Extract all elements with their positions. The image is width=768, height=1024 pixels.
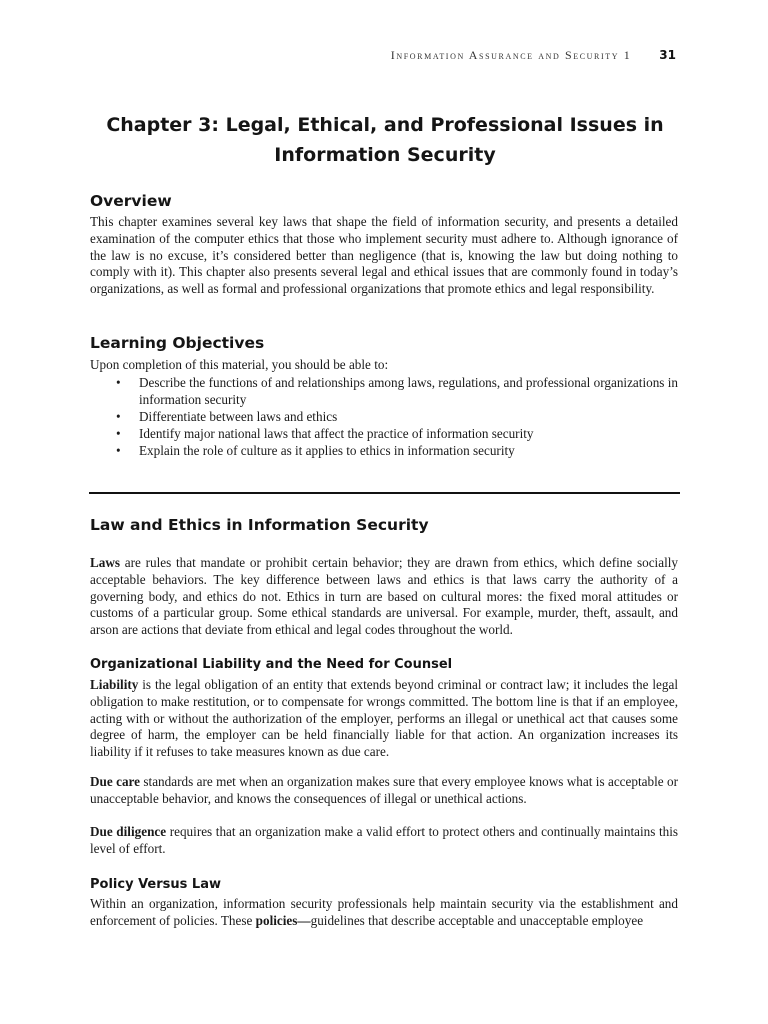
overview-heading: Overview	[90, 192, 172, 210]
objective-text: Explain the role of culture as it applies to ethics in information security	[139, 443, 515, 458]
liability-paragraph	[90, 677, 678, 761]
term-due-care: Due care	[90, 774, 141, 789]
running-title: Information Assurance and Security 1	[390, 48, 632, 62]
section-divider	[89, 492, 680, 494]
policy-law-heading: Policy Versus Law	[90, 877, 221, 892]
law-ethics-paragraph	[90, 555, 678, 639]
bullet-icon: •	[116, 409, 121, 424]
objective-item	[90, 425, 678, 442]
liability-heading: Organizational Liability and the Need for Counsel	[90, 657, 453, 672]
liability-text: is the legal obligation of an entity that extends beyond criminal or contract law; it includes the legal obligation to make restitution, or to compensate for wrongs committed. The bottom line is that if an employee, acting with or without the authorization of the employer, performs an illegal or unethical act that causes some degree of harm, the employer can be held financially liable for that action. An organization increases its liability if it refuses to take measures known as due care.	[90, 677, 678, 760]
policy-law-paragraph	[90, 896, 678, 930]
due-diligence-paragraph	[90, 824, 678, 858]
term-laws: Laws	[90, 555, 121, 570]
term-policies: policies—	[255, 912, 311, 928]
policy-text-after: guidelines that describe acceptable and unacceptable employee	[310, 912, 644, 928]
bullet-icon: •	[116, 375, 121, 390]
objectives-intro: Upon completion of this material, you should be able to:	[90, 357, 389, 372]
due-diligence-text: requires that an organization make a valid effort to protect others and continually maintains this level of effort.	[90, 824, 678, 856]
objective-text: Differentiate between laws and ethics	[139, 409, 338, 424]
page-number: 31	[659, 48, 676, 62]
objective-item	[90, 374, 678, 408]
objective-text: Describe the functions of and relationships among laws, regulations, and professional organizations in information security	[139, 375, 678, 407]
term-due-diligence: Due diligence	[90, 824, 167, 839]
policy-text-before: Within an organization, information security professionals help maintain security via the establishment and enforcement of policies. These	[90, 896, 678, 928]
due-care-text: standards are met when an organization makes sure that every employee knows what is acceptable or unacceptable behavior, and knows the consequences of illegal or unethical actions.	[90, 774, 678, 806]
term-liability: Liability	[90, 677, 139, 692]
chapter-title: Chapter 3: Legal, Ethical, and Professional Issues in Information Security	[106, 114, 664, 166]
law-ethics-text: are rules that mandate or prohibit certain behavior; they are drawn from ethics, which define socially acceptable behaviors. The key difference between laws and ethics is that laws carry the authority of a governing body, and ethics do not. Ethics in turn are based on cultural mores: the fixed moral attitudes or customs of a particular group. Some ethical standards are universal. For example, murder, theft, assault, and arson are actions that deviate from ethical and legal codes throughout the world.	[90, 555, 678, 638]
objective-item	[90, 408, 678, 425]
running-header	[391, 48, 676, 63]
bullet-icon: •	[116, 443, 121, 458]
law-ethics-heading: Law and Ethics in Information Security	[90, 516, 429, 534]
objectives-list	[90, 374, 678, 459]
learning-objectives-heading: Learning Objectives	[90, 334, 265, 352]
bullet-icon: •	[116, 426, 121, 441]
due-care-paragraph	[90, 774, 678, 808]
overview-paragraph: This chapter examines several key laws that shape the field of information security, and presents a detailed examination of the computer ethics that those who implement security must adhere to. Although ignorance of the law is no excuse, it’s considered better than negligence (that is, knowing the law but doing nothing to comply with it). This chapter also presents several legal and ethical issues that are commonly found in today’s organizations, as well as formal and professional organizations that promote ethics and legal responsibility.	[90, 214, 678, 297]
objective-item	[90, 442, 678, 459]
objective-text: Identify major national laws that affect the practice of information security	[139, 426, 534, 441]
